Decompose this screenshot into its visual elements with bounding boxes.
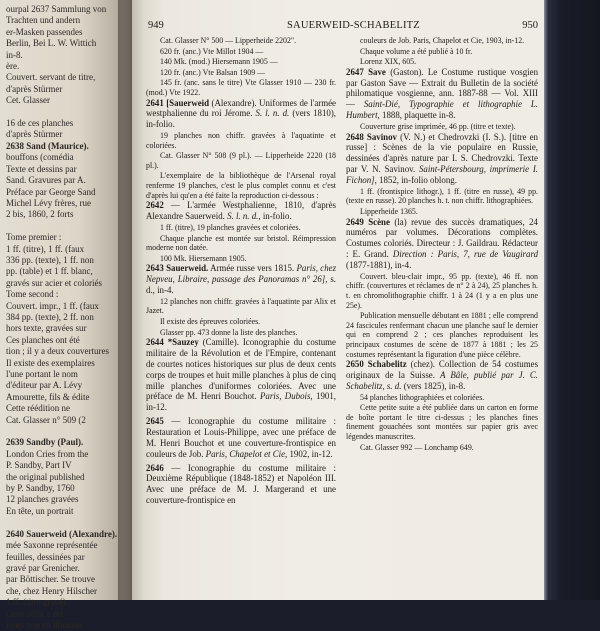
catalog-entry xyxy=(146,463,336,506)
entry-note: Publication mensuelle débutant en 1881 ; elle comprend 24 fascicules renfermant chacun une planche sauf le dernier qui en comprend 2 ; ces planches reproduisent les principaux costumes de scène de 1877 à 1881 ; les 25 costumes représentant la figuration d'une pièce célèbre. xyxy=(346,311,538,359)
entry-imprint: Paris, Chapelot et Cie, xyxy=(205,448,288,459)
entry-note: L'exemplaire de la bibliothèque de l'Arsenal royal renferme 19 planches, c'est le plus complet connu et c'est d'après lui qu'en a été faite la reproduction ci-dessous : xyxy=(146,171,336,200)
left-page-line: En tête, un portrait xyxy=(6,505,74,516)
left-page-line: 12 planches gravées xyxy=(6,494,79,505)
note-line: Lorenz XIX, 605. xyxy=(360,57,417,67)
entry-imprint: S. l. n. d., xyxy=(227,211,261,222)
entry-format: in-folio. xyxy=(262,211,292,222)
left-page-line: ère. xyxy=(6,61,20,72)
left-page-line: d'après Stürmer xyxy=(6,83,63,94)
entry-note: 1 ff. (titre), 19 planches gravées et coloriées. xyxy=(160,222,301,232)
left-page-line xyxy=(6,221,124,232)
book-gutter xyxy=(118,0,144,600)
left-page-line: par Böttischer. Se trouve xyxy=(6,574,95,585)
left-page-line: er-Masken passendes xyxy=(6,26,83,37)
left-page-line: 384 pp. (texte), 2 ff. non xyxy=(6,311,94,322)
left-page-line: d'après Stürmer xyxy=(6,129,63,140)
left-page-line: tion ; il y a deux couvertures xyxy=(6,346,109,357)
entry-note: Lipperheide 1365. xyxy=(360,207,418,216)
catalog-entry xyxy=(346,132,538,186)
note-line: 120 fr. (anc.) Vte Balsan 1909 — xyxy=(160,67,266,77)
left-book-page xyxy=(0,0,132,630)
page-number-right: 950 xyxy=(522,20,538,31)
note-line: 620 fr. (anc.) Vte Millot 1904 — xyxy=(160,46,264,56)
left-page-line: che, chez Henry Hilscher xyxy=(6,585,97,596)
note-line: couleurs de Job. Paris, Chapelot et Cie, 1903, in-12. xyxy=(360,36,525,45)
entry-note: Couvert. bleu-clair impr., 95 pp. (texte), 46 ff. non chiffr. (couvertures et réclames de n° 2 à 24), 25 planches h. t. en chromolithographie chiffr. 1 à 24 (1 y a en plus une 25e). xyxy=(346,271,538,310)
entry-note: Il existe des épreuves coloriées. xyxy=(160,317,261,327)
entry-author: Sauerweid. xyxy=(166,263,209,274)
entry-author: Savinov xyxy=(366,131,397,142)
left-page-line: by P. Sandby, 1760 xyxy=(6,483,75,494)
left-page-line: jours non en librairie xyxy=(6,619,82,630)
entry-title: (la) revue des succès dramatiques, 24 numéros par volumes. Décorations complètes. Costumes coloriés. Directeur : J. Gaildrau. Rédacteur : E. Grand. xyxy=(346,216,538,260)
left-page-line: 1 ff. (titre), 1 ff. (faux xyxy=(6,243,85,254)
left-page-line: mée Saxonne représentée xyxy=(6,540,98,551)
entry-format: 1901, in-12. xyxy=(146,391,336,413)
entry-author: [Sauerweid xyxy=(166,97,210,108)
left-page-line: Préface par George Sand xyxy=(6,186,96,197)
entry-note: 100 Mk. Hiersemann 1905. xyxy=(160,253,247,263)
note-line: Cat. Glasser N° 500 — Lipperheide 2202". xyxy=(160,36,297,45)
book-cover-edge xyxy=(544,0,600,600)
entry-note: Cette petite suite a été publiée dans un carton en forme de boîte portant le titre ci-dessus ; les planches fines finement gouachées sont montées sur papier gris avec légendes manuscrites. xyxy=(346,403,538,442)
left-page-line: Couvert. impr., 1 ff. (faux xyxy=(6,300,99,311)
entry-note: 54 planches lithographiées et coloriées. xyxy=(360,392,485,402)
left-page-line: Tome premier : xyxy=(6,232,62,243)
left-page-line: 2638 Sand (Maurice). xyxy=(6,140,89,151)
entry-number: 2648 xyxy=(346,131,364,142)
left-page-line xyxy=(6,517,124,528)
entry-title: (Camille). Iconographie du costume militaire de la Révolution et de l'Empire, contenant de courtes notices historiques sur plus de deux cents corps de troupes et huit mille planches à plus de cinq mille planches d'uniformes coloriées. Avec une préface de M. Henri Bouchot. xyxy=(146,337,336,402)
left-page-line: Berlin, Bei L. W. Wittich xyxy=(6,38,97,49)
left-page-line: P. Sandby, Part IV xyxy=(6,460,72,471)
entry-imprint: Saint-Dié, Typographie et lithographie L. Humbert, xyxy=(346,99,538,121)
note-line: Chaque volume a été publié à 10 fr. xyxy=(360,46,473,56)
left-page-line: feuilles, dessinées par xyxy=(6,551,85,562)
page-number-left: 949 xyxy=(148,20,164,31)
left-page-text xyxy=(6,4,124,631)
left-page-line: Sand. Gravures par A. xyxy=(6,175,86,186)
entry-title: (chez). Collection de 54 costumes originaux de la Suisse. xyxy=(346,359,539,380)
entry-format: (vers 1810), in-folio. xyxy=(146,108,337,130)
left-page-line xyxy=(6,107,124,118)
entry-title: (Alexandre). Uniformes de l'armée westphalienne du roi Jérome. xyxy=(146,97,336,119)
entry-imprint: A Bâle, publié par J. C. Schabelitz, s. d. xyxy=(346,370,539,391)
catalog-entry xyxy=(146,200,336,222)
left-page-line: Cette série a été xyxy=(6,608,64,619)
right-book-page xyxy=(132,0,544,600)
catalog-entry xyxy=(146,337,336,413)
entry-number: 2644 xyxy=(146,337,164,348)
entry-imprint: S. l. n. d. xyxy=(255,108,290,119)
catalog-entry xyxy=(146,263,336,296)
entry-author: Scène xyxy=(368,216,390,227)
entry-number: 2643 xyxy=(146,263,164,274)
left-page-line: Texte et dessins par xyxy=(6,163,77,174)
left-page-line: Amourette, fils & édite xyxy=(6,391,90,402)
entry-number: 2650 xyxy=(346,359,364,370)
entry-number: 2646 xyxy=(146,462,164,473)
entry-number: 2641 xyxy=(146,97,164,108)
left-page-line: Tome second : xyxy=(6,289,59,300)
entry-note: 1 ff. (frontispice lithogr.), 1 ff. (titre en russe), 49 pp. (texte en russe). 20 planches h. t. non chiffr. lithographiées. xyxy=(346,186,538,206)
entry-number: 2645 xyxy=(146,416,164,427)
left-page-line: pp. (table) et 1 ff. blanc, xyxy=(6,266,93,277)
left-page-line: 2639 Sandby (Paul). xyxy=(6,437,84,448)
note-line: 145 fr. (anc. sans le titre) Vte Glasser 1910 — 230 fr. (mod.) Vte 1922. xyxy=(146,78,336,97)
page-header xyxy=(132,20,544,34)
left-page-line: gravés sur acier et coloriés xyxy=(6,277,102,288)
left-page-line: Trachten und andern xyxy=(6,15,81,26)
left-page-line: Il existe des exemplaires xyxy=(6,357,95,368)
left-page-line: in-8. xyxy=(6,49,23,60)
entry-format: 1888, plaquette in-8. xyxy=(382,110,456,121)
left-page-line: Cette réédition ne xyxy=(6,403,70,414)
left-page-line: the original published xyxy=(6,471,85,482)
running-title: SAUERWEID-SCHABELITZ xyxy=(287,20,420,31)
catalog-entry xyxy=(346,217,538,271)
column-a xyxy=(146,35,336,506)
entry-format: 1902, in-12. xyxy=(289,448,333,459)
entry-format: (vers 1825), in-8. xyxy=(403,380,466,391)
entry-author: Save xyxy=(368,66,386,77)
entry-title: — Iconographie du costume militaire : Deuxième République (1848-1852) et Napoléon III. Avec une préface de M. J. Margerand et une couverture-frontispice en xyxy=(146,462,336,506)
left-page-line: 2 bis, 1860, 2 forts xyxy=(6,209,74,220)
entry-title: — L'armée Westphalienne, 1810, d'après Alexandre Sauerweid. xyxy=(146,200,336,222)
entry-imprint: Paris, Dubois, xyxy=(259,391,313,402)
catalog-entry xyxy=(346,359,538,392)
entry-note: 12 planches non chiffr. gravées à l'aquatinte par Alix et Jazet. xyxy=(146,296,336,316)
catalog-entry xyxy=(146,98,336,131)
left-page-line: 1 ff. (titre gravé). xyxy=(6,597,69,608)
entry-format: (1877-1881), in-4. xyxy=(346,259,412,270)
left-page-line: hors texte, gravées sur xyxy=(6,323,87,334)
left-page-line: 16 de ces planches xyxy=(6,118,74,129)
catalog-entry xyxy=(346,67,538,121)
left-page-line: bouffons (comédia xyxy=(6,152,74,163)
entry-title: (V. N.) et Chedrovzki (I. S.). [titre en russe] : Scènes de la vie populaire en Russie, dessinées d'après nature par I. S. Chedrovzki. Texte par V. N. Savinov. xyxy=(346,131,538,175)
entry-note: 19 planches non chiffr. gravées à l'aquatinte et coloriées. xyxy=(146,131,336,150)
left-page-line: Michel Lévy frères, rue xyxy=(6,197,91,208)
left-page-line: l'une portant le nom xyxy=(6,369,78,379)
catalog-entry xyxy=(146,416,336,459)
note-line: 140 Mk. (mod.) Hiersemann 1905 — xyxy=(160,57,278,67)
entry-title: (Gaston). Le Costume rustique vosgien par Gaston Save — Extrait du Bulletin de la société philomatique vosgienne, ann. 1887-88 — Vol. XIII — xyxy=(346,66,539,110)
entry-note: Couverture grise imprimée, 46 pp. (titre et texte). xyxy=(360,122,516,131)
left-page-line: ourpal 2637 Sammlung von xyxy=(6,4,107,14)
entry-author: *Sauzey xyxy=(167,337,199,348)
left-page-line: Cat. Glasser n° 509 (2 xyxy=(6,414,86,425)
entry-note: Cat. Glasser 992 — Lonchamp 649. xyxy=(360,442,474,452)
entry-title: Armée russe vers 1815. xyxy=(210,263,295,274)
entry-imprint: Paris, chez Nepveu, Libraire, passage des Panoramas n° 26], xyxy=(146,263,337,285)
entry-imprint: Saint-Pétersbourg, imprimerie I. Fichon], xyxy=(346,164,538,185)
entry-format: s. d., in-4. xyxy=(146,274,336,295)
entry-title: — Iconographie du costume militaire : Restauration et Louis-Philippe, avec une préface de M. Henri Bouchot et une couverture-frontispice en couleurs de Job. xyxy=(146,416,336,459)
left-page-line: 2640 Sauerweid (Alexandre). xyxy=(6,528,118,539)
column-b xyxy=(346,35,538,452)
entry-number: 2642 xyxy=(146,200,164,211)
entry-author: Schabelitz xyxy=(367,359,407,370)
left-page-line xyxy=(6,426,124,437)
left-page-line: Couvert. servant de titre, xyxy=(6,72,96,83)
left-page-line: d'éditeur par A. Lévy xyxy=(6,380,83,391)
entry-number: 2649 xyxy=(346,216,364,227)
left-page-line: gravé par Grenicher. xyxy=(6,562,80,573)
entry-note: Chaque planche est montée sur bristol. Réimpression moderne non datée. xyxy=(146,233,336,253)
entry-note: Cat. Glasser N° 508 (9 pl.). — Lipperheide 2220 (18 pl.). xyxy=(146,151,336,170)
left-page-line: London Cries from the xyxy=(6,448,89,459)
left-page-line: Cet. Glasser xyxy=(6,95,50,106)
entry-number: 2647 xyxy=(346,66,364,77)
left-page-line: Ces planches ont été xyxy=(6,334,80,345)
entry-imprint: Direction : Paris, 7, rue de Vaugirard xyxy=(392,249,539,260)
entry-note: Glasser pp. 473 donne la liste des planches. xyxy=(160,327,298,337)
left-page-line: 336 pp. (texte), 1 ff. non xyxy=(6,254,94,265)
entry-format: 1852, in-folio oblong. xyxy=(379,174,457,185)
